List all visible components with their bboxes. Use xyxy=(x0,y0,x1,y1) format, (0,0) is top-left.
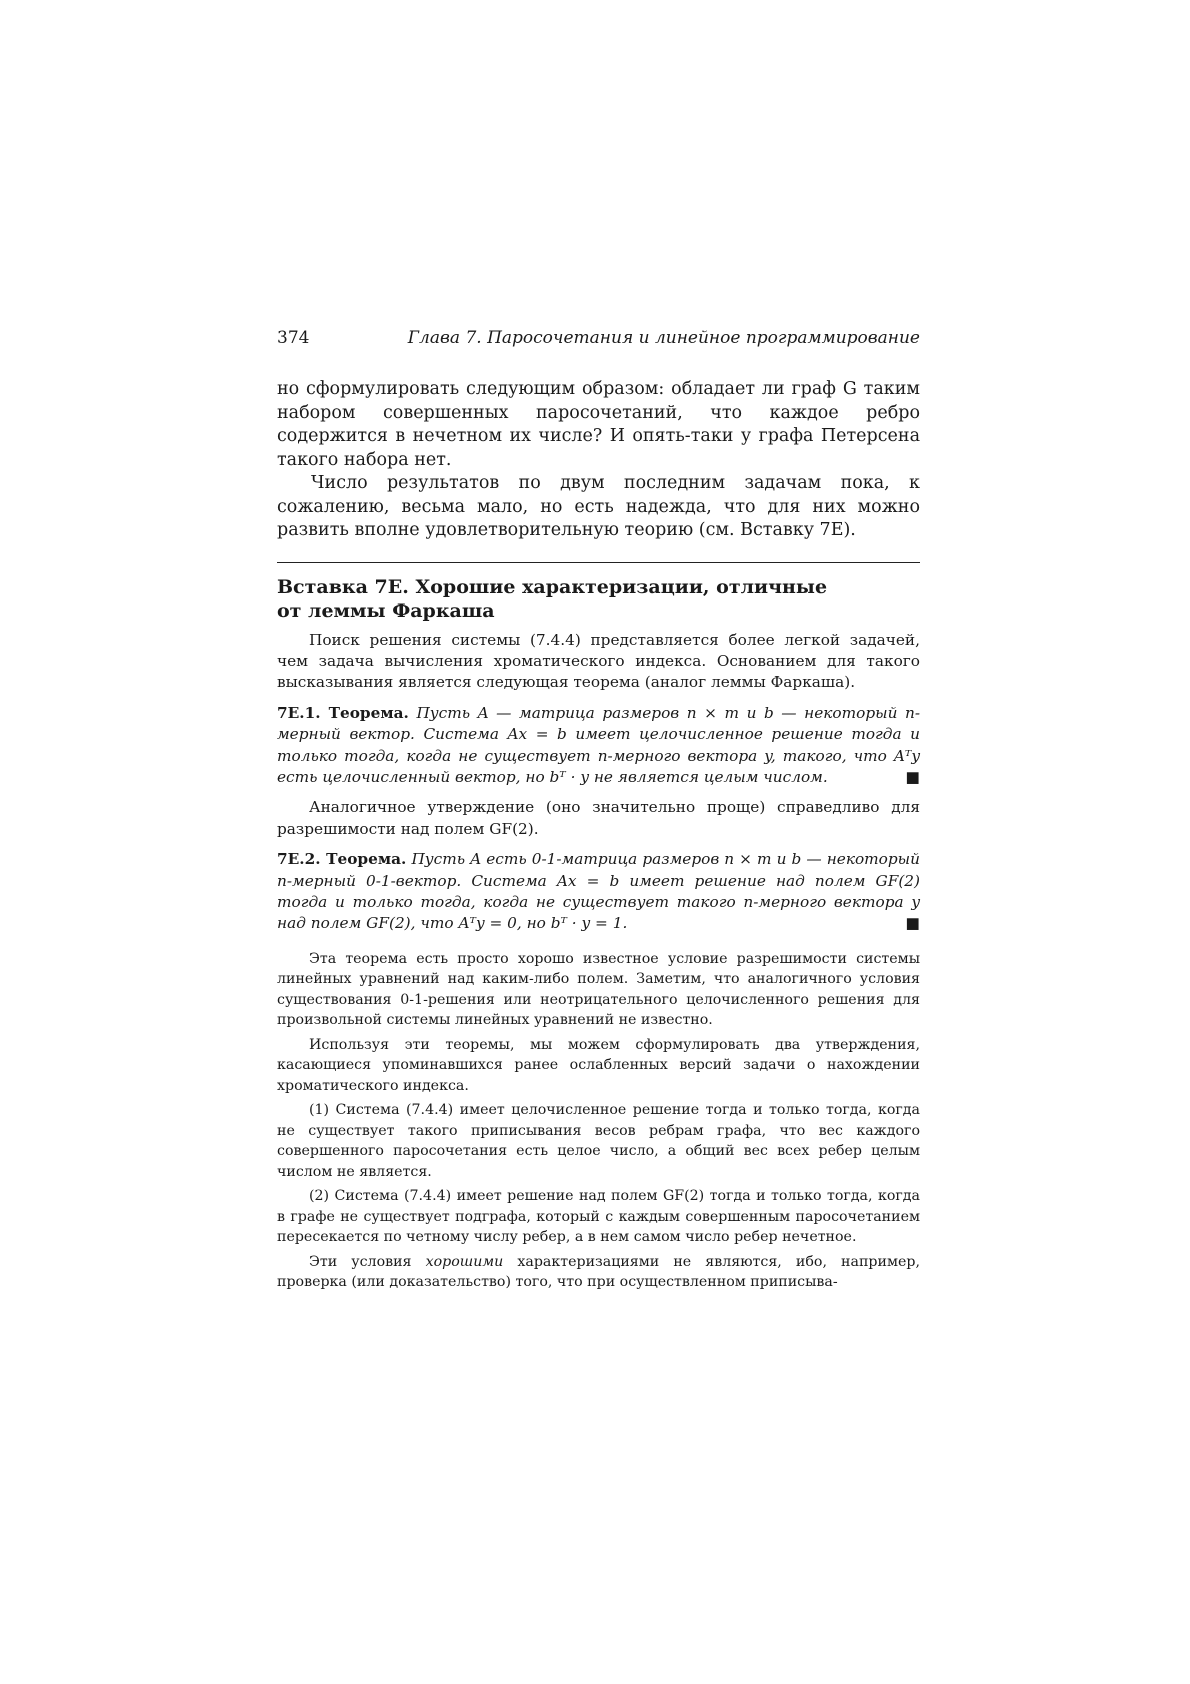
theorem-7e2 xyxy=(277,849,920,935)
continued-paragraph: но сформулировать следующим образом: обладает ли граф G таким набором совершенных паросочетаний, что каждое ребро содержится в нечетном их числе? И опять-таки у графа Петерсена такого набора нет. xyxy=(277,379,920,470)
qed-mark: ■ xyxy=(905,914,920,933)
theorem-7e1 xyxy=(277,703,920,789)
section-divider xyxy=(277,562,920,563)
box-body xyxy=(277,630,920,1293)
theorem-label: 7Е.2. Теорема. xyxy=(277,850,407,869)
page-header xyxy=(277,326,920,350)
paragraph: Эта теорема есть просто хорошо известное условие разрешимости системы линейных уравнений над каким-либо полем. Заметим, что аналогичного условия существования 0-1-решения или неотрицательного целочисленного решения для произвольной системы линейных уравнений не известно. xyxy=(277,950,920,1029)
paragraph: (2) Система (7.4.4) имеет решение над полем GF(2) тогда и только тогда, когда в графе не существует подграфа, который с каждым совершенным паросочетанием пересекается по четному числу ребер, а в нем самом число ребер нечетное. xyxy=(277,1188,920,1246)
text-run: Эти условия xyxy=(309,1253,426,1270)
book-page xyxy=(277,326,920,1293)
paragraph: Используя эти теоремы, мы можем сформулировать два утверждения, касающиеся упоминавшихся ранее ослабленных версий задачи о нахождении хроматического индекса. xyxy=(277,1036,920,1094)
page-number: 374 xyxy=(277,328,310,348)
theorem-statement: Пусть A — матрица размеров n × m и b — некоторый n-мерный вектор. Система Ax = b имеет целочисленное решение тогда и только тогда, когда не существует n-мерного вектора y, такого, что Aᵀy есть целочисленный вектор, но bᵀ · y не является целым числом. xyxy=(277,703,920,786)
paragraph: Число результатов по двум последним задачам пока, к сожалению, весьма мало, но есть надежда, что для них можно развить вполне удовлетворительную теорию (см. Вставку 7Е). xyxy=(277,473,920,540)
small-print-section xyxy=(277,949,920,1293)
paragraph: Поиск решения системы (7.4.4) представляется более легкой задачей, чем задача вычисления хроматического индекса. Основанием для такого высказывания является следующая теорема (аналог леммы Фаркаша). xyxy=(277,630,920,692)
paragraph: Аналогичное утверждение (оно значительно проще) справедливо для разрешимости над полем GF(2). xyxy=(277,798,920,838)
emphasized-word: хорошими xyxy=(425,1253,504,1270)
text-run: характеризациями не являются, ибо, например, проверка (или доказательство) того, что при осуществленном приписыва- xyxy=(277,1253,920,1291)
theorem-statement: Пусть A есть 0-1-матрица размеров n × m и b — некоторый n-мерный 0-1-вектор. Система Ax = b имеет решение над полем GF(2) тогда и только тогда, когда не существует такого n-мерного вектора y над полем GF(2), что Aᵀy = 0, но bᵀ · y = 1. xyxy=(277,850,920,933)
running-head: Глава 7. Паросочетания и линейное программирование xyxy=(407,328,920,348)
paragraph: (1) Система (7.4.4) имеет целочисленное решение тогда и только тогда, когда не существует такого приписывания весов ребрам графа, что вес каждого совершенного паросочетания есть целое число, а общий вес всех ребер целым числом не является. xyxy=(277,1102,920,1180)
main-text xyxy=(277,378,920,543)
box-title: Вставка 7Е. Хорошие характеризации, отличные от леммы Фаркаша xyxy=(277,575,828,622)
paragraph xyxy=(277,1252,920,1293)
qed-mark: ■ xyxy=(905,767,920,786)
theorem-label: 7Е.1. Теорема. xyxy=(277,703,409,722)
